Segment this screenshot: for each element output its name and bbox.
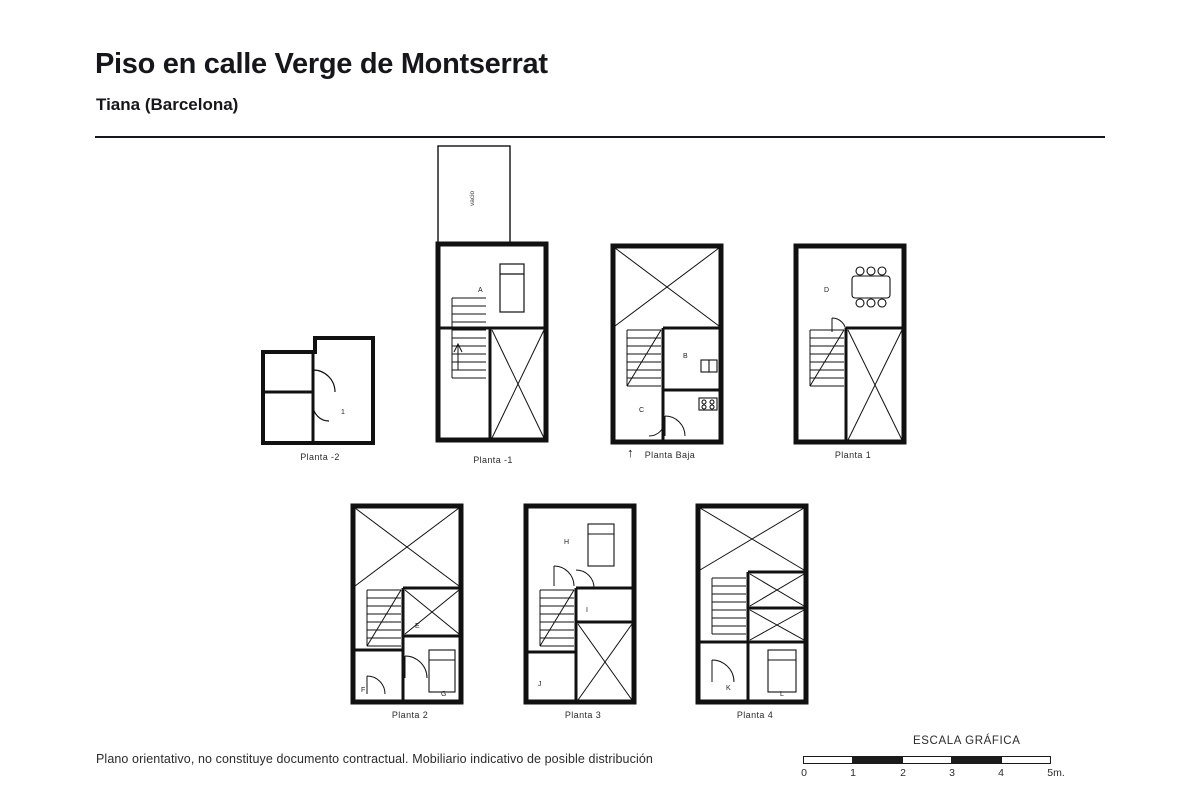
scale-tick: 1 (850, 767, 856, 779)
void-label: vacio (469, 190, 476, 206)
north-arrow-icon: ↑ (627, 445, 634, 460)
plan-caption-planta-4: Planta 4 (736, 710, 774, 720)
room-label: G (441, 691, 447, 698)
plan-drawing-planta-menos-2 (255, 330, 385, 448)
plan-drawing-planta-1 (788, 240, 918, 450)
room-label: J (538, 681, 542, 688)
plan-planta-menos-2 (255, 330, 385, 465)
scale-bar (803, 756, 1051, 764)
scale-tick: 3 (949, 767, 955, 779)
scale-tick: 5m. (1047, 767, 1065, 779)
room-label: F (361, 687, 366, 694)
plan-planta-2 (345, 500, 475, 730)
scale-tick: 0 (801, 767, 807, 779)
room-label: A (478, 287, 483, 294)
plan-drawing-planta-4 (690, 500, 820, 710)
room-label: B (683, 353, 688, 360)
plan-caption-planta-2: Planta 2 (391, 710, 429, 720)
room-label: L (780, 691, 784, 698)
plan-drawing-planta-3 (518, 500, 648, 710)
room-label: K (726, 685, 731, 692)
scale-segment (903, 757, 952, 763)
plan-caption-planta-menos-2: Planta -2 (300, 452, 340, 462)
plan-drawing-planta-menos-1 (428, 140, 558, 450)
scale-tick: 4 (998, 767, 1004, 779)
scale-segment (1002, 757, 1050, 763)
plan-planta-baja (605, 240, 735, 470)
scale-ticks (800, 767, 1070, 781)
plan-caption-planta-1: Planta 1 (834, 450, 872, 460)
scale-segment (853, 757, 902, 763)
graphic-scale (800, 735, 1110, 785)
plan-drawing-planta-baja (605, 240, 735, 450)
room-label: D (824, 287, 830, 294)
plan-planta-3 (518, 500, 648, 730)
scale-segment (804, 757, 853, 763)
plan-caption-planta-3: Planta 3 (564, 710, 602, 720)
plan-planta-1 (788, 240, 918, 470)
disclaimer-text: Plano orientativo, no constituye documento contractual. Mobiliario indicativo de posible distribución (96, 752, 653, 766)
scale-segment (952, 757, 1001, 763)
room-label: 1 (341, 409, 345, 416)
plan-planta-menos-1 (428, 140, 558, 470)
room-label: C (639, 407, 645, 414)
plan-caption-planta-baja: Planta Baja (644, 450, 696, 460)
plan-caption-planta-menos-1: Planta -1 (473, 455, 513, 465)
scale-tick: 2 (900, 767, 906, 779)
room-label: E (415, 623, 420, 630)
scale-title: ESCALA GRÁFICA (913, 735, 1021, 747)
page-title: Piso en calle Verge de Montserrat (95, 48, 548, 80)
page-subtitle: Tiana (Barcelona) (96, 95, 239, 114)
room-label: I (586, 607, 588, 614)
room-label: H (564, 539, 570, 546)
plan-planta-4 (690, 500, 820, 730)
plan-drawing-planta-2 (345, 500, 475, 710)
